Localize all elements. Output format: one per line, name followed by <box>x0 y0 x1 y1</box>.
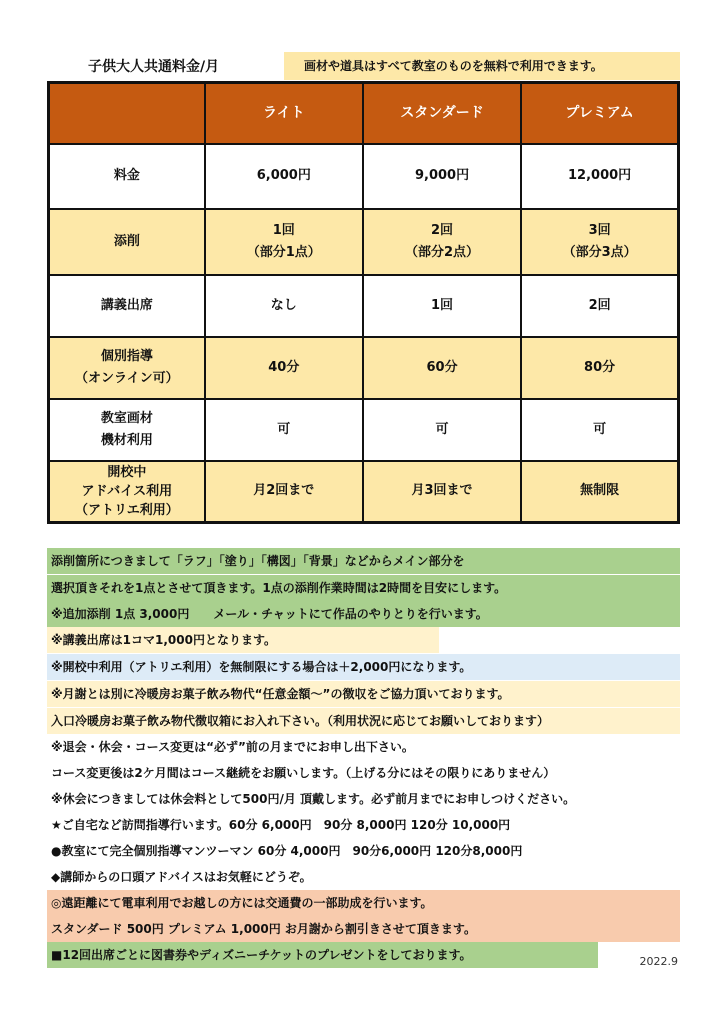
note-line: 選択頂きそれを1点とさせて頂きます。1点の添削作業時間は2時間を目安にします。 <box>47 575 680 601</box>
plan-value-cell <box>205 144 363 209</box>
plan-header-cell: プレミアム <box>521 83 678 144</box>
plan-value-line: （部分3点） <box>562 244 637 260</box>
row-label-line: 開校中 <box>107 464 147 480</box>
note-line: ■12回出席ごとに図書券やディズニーチケットのプレゼントをしております。 <box>47 942 598 968</box>
note-line: スタンダード 500円 プレミアム 1,000円 お月謝から割引きさせて頂きます。 <box>47 916 680 942</box>
plan-value-line: 月2回まで <box>253 483 315 499</box>
plan-value-line: 40分 <box>268 359 300 375</box>
date-label: 2022.9 <box>639 955 678 968</box>
plan-value-cell <box>363 461 521 523</box>
materials-note: 画材や道具はすべて教室のものを無料で利用できます。 <box>284 52 680 80</box>
plan-value-line: 可 <box>435 421 449 437</box>
row-label-line: （アトリエ利用） <box>74 502 179 518</box>
plan-header-cell: ライト <box>205 83 363 144</box>
row-label-line: 機材利用 <box>100 432 153 448</box>
page-title: 子供大人共通料金/月 <box>88 59 220 75</box>
row-label-cell <box>49 144 205 209</box>
plan-value-line: 3回 <box>588 222 611 238</box>
row-label-line: 教室画材 <box>100 410 153 426</box>
plan-value-cell <box>205 275 363 337</box>
note-line: ※月謝とは別に冷暖房お菓子飲み物代“任意金額～”の徴収をご協力頂いております。 <box>47 681 680 707</box>
plan-value-cell <box>363 144 521 209</box>
plan-value-line: 1回 <box>431 297 454 313</box>
plan-value-line: 9,000円 <box>414 168 470 183</box>
row-label-cell <box>49 337 205 399</box>
plan-value-cell <box>205 399 363 461</box>
plan-value-line: （部分1点） <box>246 244 321 260</box>
plan-value-line: 2回 <box>431 222 454 238</box>
table-row <box>49 275 679 337</box>
plan-header-cell: スタンダード <box>363 83 521 144</box>
note-line: ●教室にて完全個別指導マンツーマン 60分 4,000円 90分6,000円 120分8,000円 <box>47 838 680 864</box>
plan-value-line: 月3回まで <box>411 483 473 499</box>
note-line: ★ご自宅など訪問指導行います。60分 6,000円 90分 8,000円 120分 10,000円 <box>47 812 680 838</box>
table-row <box>49 209 679 275</box>
note-line: ※退会・休会・コース変更は“必ず”前の月までにお申し出下さい。 <box>47 734 680 760</box>
row-label-line: 添削 <box>113 233 140 249</box>
table-row <box>49 399 679 461</box>
plan-value-cell <box>205 461 363 523</box>
plan-value-line: 1回 <box>272 222 295 238</box>
note-line: ◎遠距離にて電車利用でお越しの方には交通費の一部助成を行います。 <box>47 890 680 916</box>
plan-value-cell <box>521 275 678 337</box>
plan-value-cell <box>363 337 521 399</box>
note-line: ※講義出席は1コマ1,000円となります。 <box>47 627 439 653</box>
note-line: ※開校中利用（アトリエ利用）を無制限にする場合は＋2,000円になります。 <box>47 654 680 680</box>
row-label-line: 料金 <box>113 168 140 183</box>
plan-value-line: 可 <box>277 421 291 437</box>
plan-value-cell <box>363 399 521 461</box>
plan-value-line: 6,000円 <box>256 168 311 183</box>
note-line: ※休会につきましては休会料として500円/月 頂戴します。必ず前月までにお申しつけください。 <box>47 786 680 812</box>
plan-value-cell <box>521 461 678 523</box>
row-label-cell <box>49 461 205 523</box>
row-label-line: 個別指導 <box>100 348 153 364</box>
note-line: ◆講師からの口頭アドバイスはお気軽にどうぞ。 <box>47 864 680 890</box>
note-line: 添削箇所につきまして「ラフ」「塗り」「構図」「背景」などからメイン部分を <box>47 548 680 574</box>
note-line: ※追加添削 1点 3,000円 メール・チャットにて作品のやりとりを行います。 <box>47 601 680 627</box>
row-label-line: （オンライン可） <box>75 370 179 386</box>
plan-value-line: 無制限 <box>580 483 620 499</box>
plan-value-line: 60分 <box>426 359 458 375</box>
row-label-cell <box>49 399 205 461</box>
notes-section <box>47 548 680 968</box>
row-label-line: 講義出席 <box>100 297 153 313</box>
plan-value-line: 可 <box>593 421 607 437</box>
plan-value-line: （部分2点） <box>405 244 480 260</box>
plan-value-cell <box>521 399 678 461</box>
plan-value-cell <box>363 275 521 337</box>
plan-value-line: 2回 <box>588 297 611 313</box>
plan-value-cell <box>521 337 678 399</box>
row-label-cell <box>49 209 205 275</box>
plan-value-cell <box>363 209 521 275</box>
table-header-row <box>49 83 679 144</box>
row-label-cell <box>49 275 205 337</box>
pricing-table <box>47 81 680 524</box>
note-line: コース変更後は2ケ月間はコース継続をお願いします。（上げる分にはその限りにありません） <box>47 760 680 786</box>
plan-value-line: 12,000円 <box>568 168 632 183</box>
row-label-line: アドバイス利用 <box>81 483 173 499</box>
plan-value-cell <box>521 209 678 275</box>
header-blank-cell <box>49 83 205 144</box>
table-row <box>49 144 679 209</box>
table-row <box>49 337 679 399</box>
plan-value-cell <box>521 144 678 209</box>
note-line: 入口冷暖房お菓子飲み物代徴収箱にお入れ下さい。（利用状況に応じてお願いしております） <box>47 708 680 734</box>
plan-value-line: 80分 <box>584 359 616 375</box>
plan-value-cell <box>205 337 363 399</box>
plan-value-cell <box>205 209 363 275</box>
table-row <box>49 461 679 523</box>
plan-value-line: なし <box>270 297 297 313</box>
